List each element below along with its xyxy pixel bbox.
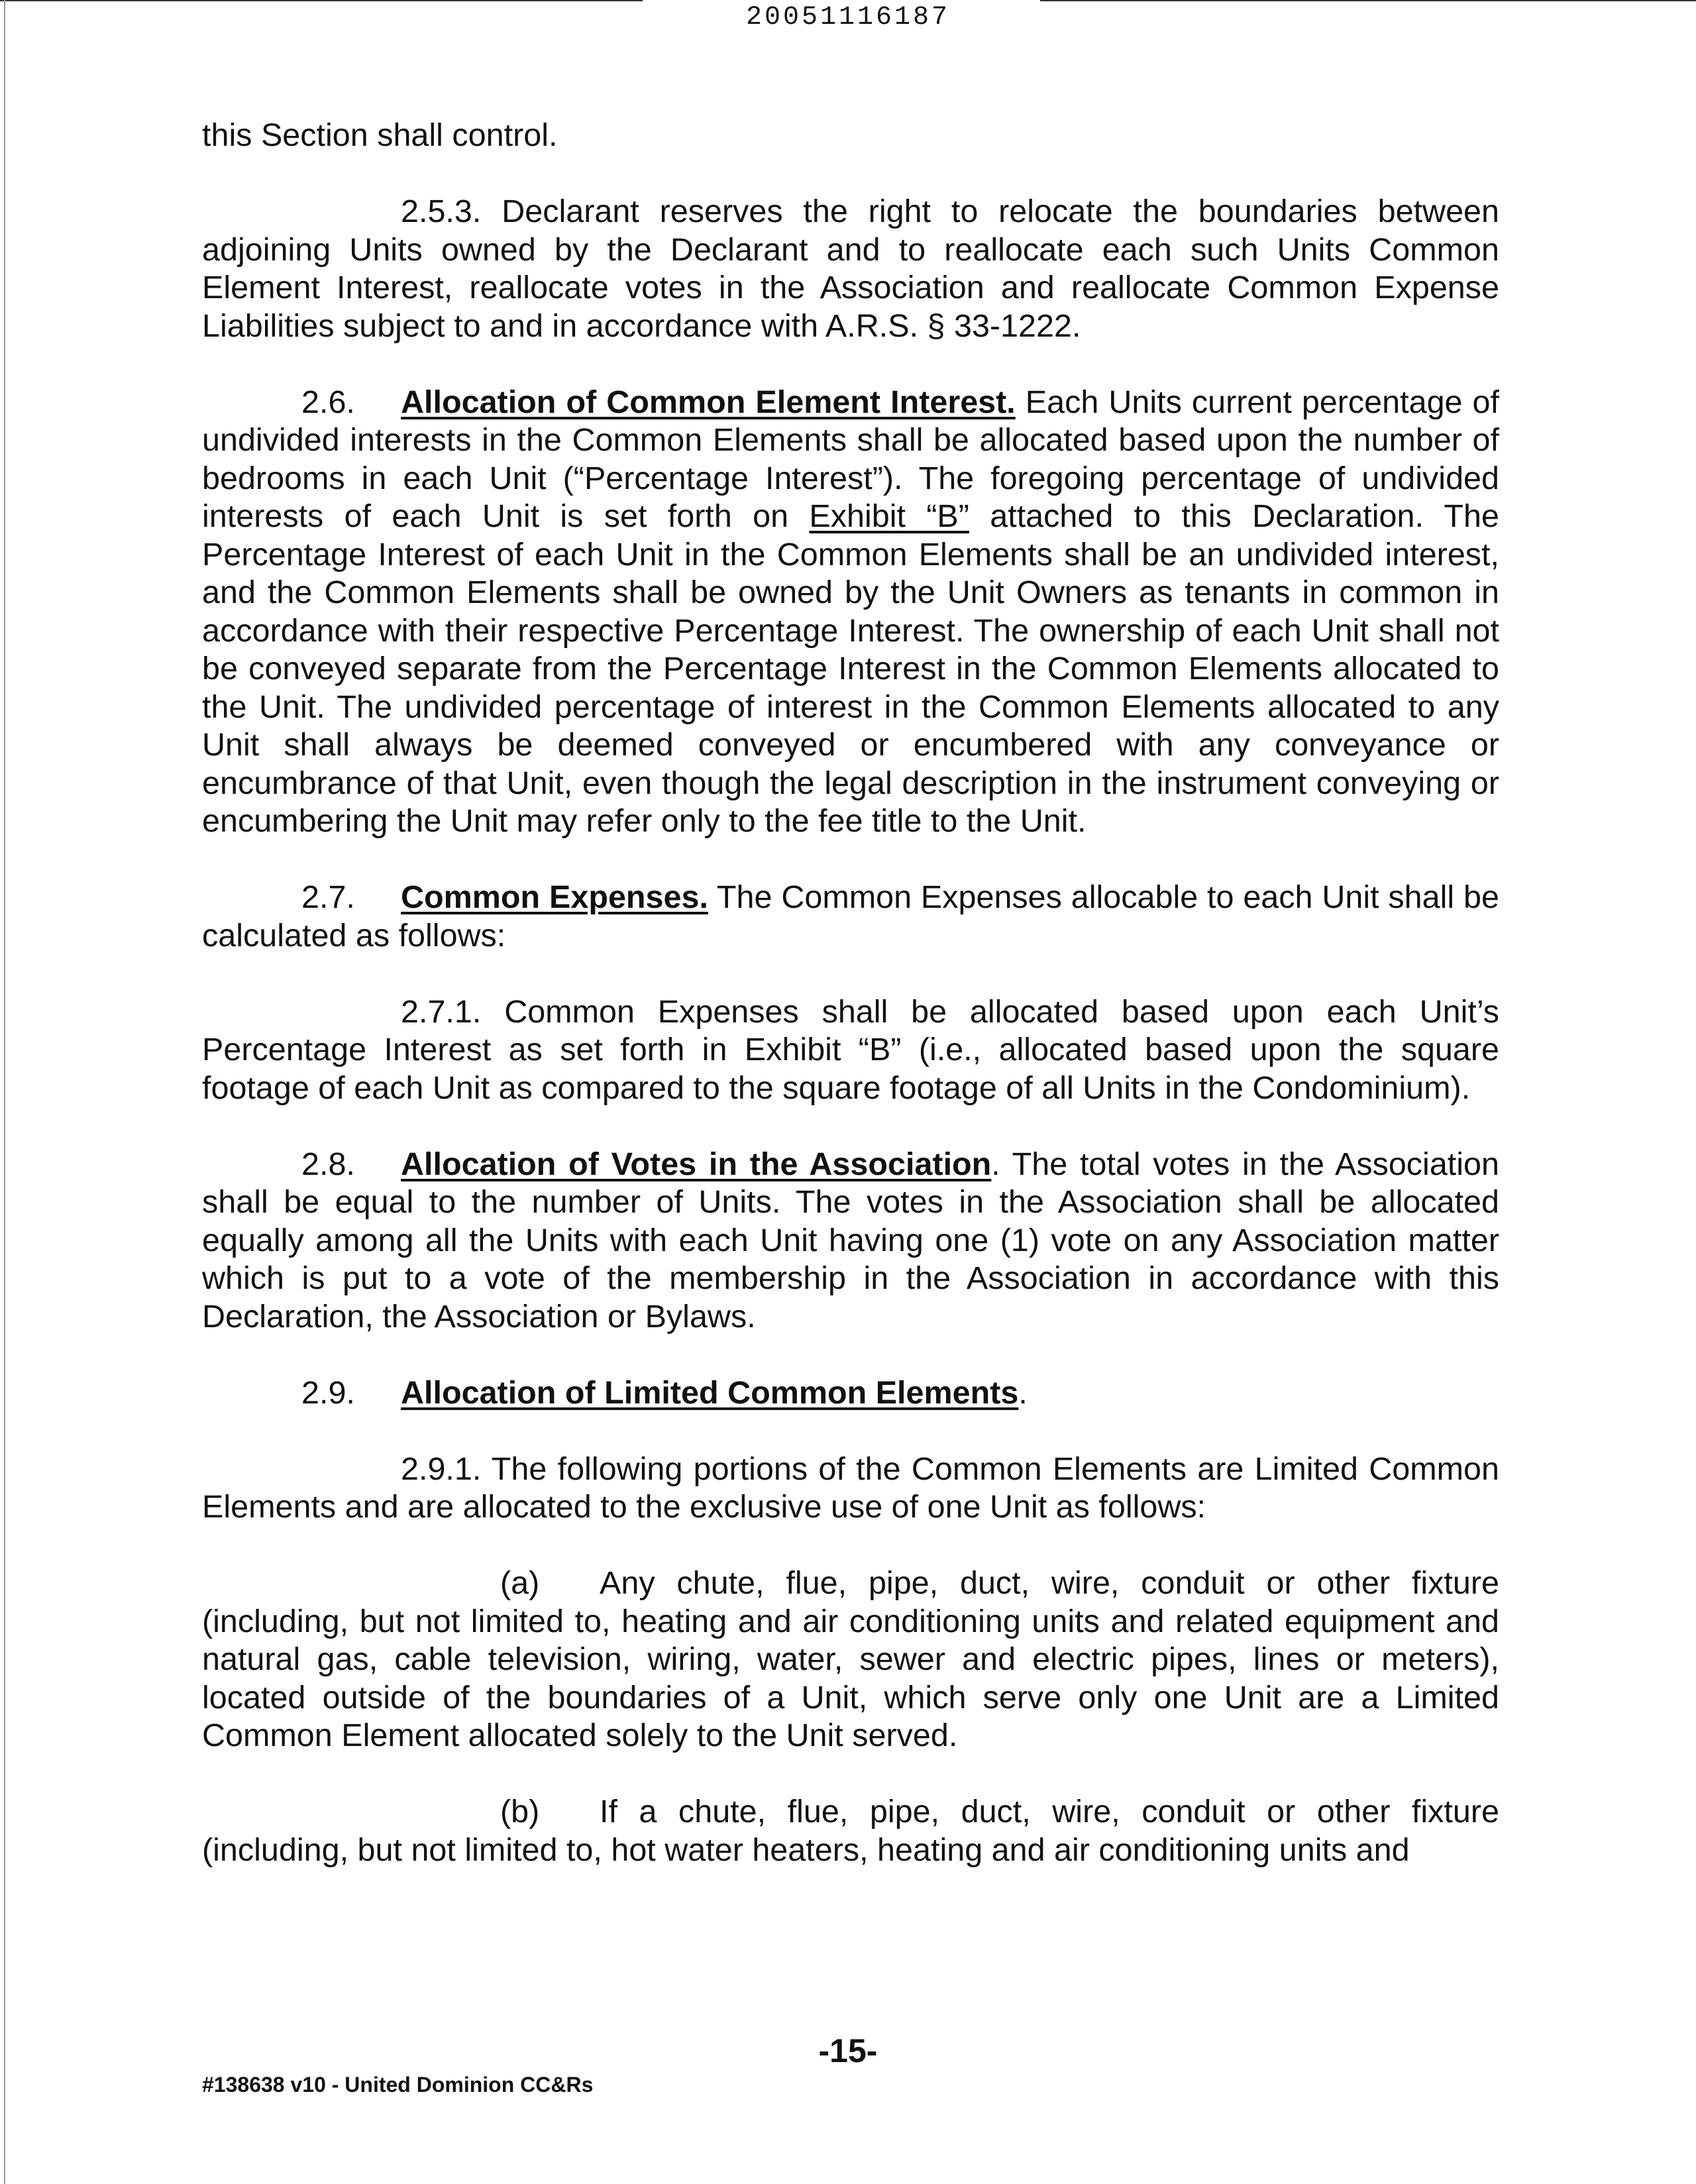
paragraph-section-control bbox=[202, 117, 1499, 155]
section-number: 2.7. bbox=[301, 879, 355, 915]
paragraph-text: If a chute, flue, pipe, duct, wire, conduit or other fixture (including, but not limited to, hot water heaters, heating and air conditioning units and bbox=[202, 1794, 1499, 1868]
paragraph-text: Common Expenses shall be allocated based upon each Unit’s Percentage Interest as set forth in Exhibit “B” (i.e., allocated based upon the square footage of each Unit as compared to the square footage of all Units in the Condominium). bbox=[202, 993, 1499, 1106]
paragraph-text: attached to this Declaration. The Percentage Interest of each Unit in the Common Elements shall be an undivided interest, and the Common Elements shall be owned by the Unit Owners as tenants in common in accordance with their respective Percentage Interest. The ownership of each Unit shall not be conveyed separate from the Percentage Interest in the Common Elements allocated to the Unit. The undivided percentage of interest in the Common Elements allocated to any Unit shall always be deemed conveyed or encumbered with any conveyance or encumbrance of that Unit, even though the legal description in the instrument conveying or encumbering the Unit may refer only to the fee title to the Unit. bbox=[202, 498, 1499, 839]
section-number: 2.8. bbox=[301, 1146, 355, 1182]
paragraph-item-a bbox=[202, 1564, 1499, 1755]
paragraph-text: Declarant reserves the right to relocate the boundaries between adjoining Units owned by the Declarant and to reallocate each such Units Common Element Interest, reallocate votes in the Association and reallocate Common Expense Liabilities subject to and in accordance with A.R.S. § 33-1222. bbox=[202, 193, 1499, 344]
paragraph-text: The following portions of the Common Elements are Limited Common Elements and are allocated to the exclusive use of one Unit as follows: bbox=[202, 1450, 1499, 1525]
section-number: 2.9.1. bbox=[401, 1450, 482, 1487]
paragraph-text: this Section shall control. bbox=[202, 117, 558, 153]
section-number: 2.5.3. bbox=[401, 193, 482, 229]
top-rule-right bbox=[1040, 0, 1696, 1]
paragraph-2-7-1 bbox=[202, 993, 1499, 1108]
section-heading: Allocation of Limited Common Elements bbox=[401, 1374, 1019, 1411]
paragraph-2-7 bbox=[202, 879, 1499, 955]
footer-document-id: #138638 v10 - United Dominion CC&Rs bbox=[202, 2073, 594, 2097]
paragraph-2-9-1 bbox=[202, 1450, 1499, 1527]
top-rule-left bbox=[0, 0, 643, 1]
item-label: (b) bbox=[500, 1794, 540, 1829]
paragraph-text: The total votes in the Association shall be equal to the number of Units. The votes in the Association shall be allocated equally among all the Units with each Unit having one (1) vote on any Association matter which is put to a vote of the membership in the Association in accordance with this Declaration, the Association or Bylaws. bbox=[202, 1146, 1499, 1335]
paragraph-text: Any chute, flue, pipe, duct, wire, conduit or other fixture (including, but not limited to, heating and air conditioning units and related equipment and natural gas, cable television, wiring, water, sewer and electric pipes, lines or meters), located outside of the boundaries of a Unit, which serve only one Unit are a Limited Common Element allocated solely to the Unit served. bbox=[202, 1565, 1499, 1753]
item-label: (a) bbox=[500, 1565, 540, 1601]
exhibit-reference: Exhibit “B” bbox=[809, 498, 969, 534]
paragraph-text: Each Units current percentage of undivided interests in the Common Elements shall be allocated based upon the number of bedrooms in each Unit (“Percentage Interest”). The foregoing percentage of undivided interests of each Unit is set forth on bbox=[202, 384, 1499, 534]
page-number: -15- bbox=[818, 2032, 878, 2069]
paragraph-text: The Common Expenses allocable to each Unit shall be calculated as follows: bbox=[202, 879, 1499, 954]
section-heading: Allocation of Common Element Interest. bbox=[401, 384, 1016, 420]
paragraph-2-6 bbox=[202, 384, 1499, 841]
section-heading: Allocation of Votes in the Association bbox=[401, 1146, 992, 1182]
document-body bbox=[202, 117, 1499, 1908]
paragraph-2-9: 2.9. Allocation of Limited Common Elements. bbox=[202, 1374, 1499, 1413]
paragraph-2-8: 2.8. Allocation of Votes in the Association. The total votes in the Association shall be equal to the number of Units. The votes in the Association shall be allocated equally among all the Units with each Unit having one (1) vote on any Association matter which is put to a vote of the membership in the Association in accordance with this Declaration, the Association or Bylaws. bbox=[202, 1146, 1499, 1335]
section-number: 2.7.1. bbox=[401, 993, 482, 1030]
paragraph-2-5-3 bbox=[202, 193, 1499, 345]
section-number: 2.9. bbox=[301, 1374, 355, 1411]
document-number: 20051116187 bbox=[745, 3, 951, 32]
paragraph-item-b bbox=[202, 1793, 1499, 1869]
page-edge bbox=[4, 0, 5, 2184]
section-heading: Common Expenses. bbox=[401, 879, 708, 915]
section-number: 2.6. bbox=[301, 384, 355, 420]
